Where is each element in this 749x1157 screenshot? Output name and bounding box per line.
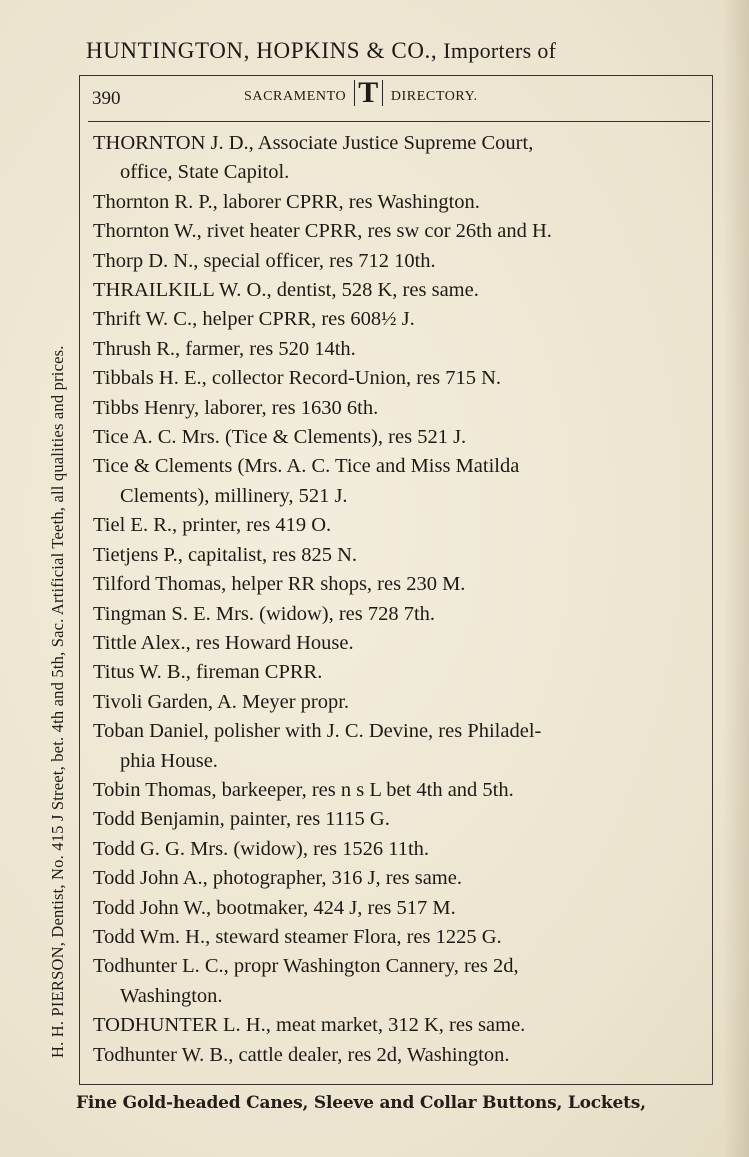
section-letter: T xyxy=(354,80,383,106)
directory-entry xyxy=(93,629,705,658)
directory-entry xyxy=(93,835,705,864)
directory-entry xyxy=(93,688,705,717)
entry-line: Thorp D. N., special officer, res 712 10th. xyxy=(93,249,436,272)
entry-continuation: Washington. xyxy=(120,984,223,1007)
running-head xyxy=(86,38,726,64)
directory-entry xyxy=(93,423,705,452)
directory-entry xyxy=(93,335,705,364)
entry-line: Tivoli Garden, A. Meyer propr. xyxy=(93,690,350,713)
directory-entry xyxy=(93,923,705,952)
directory-title-right: DIRECTORY. xyxy=(390,89,478,104)
running-head-tail: Importers of xyxy=(443,38,557,63)
directory-entry xyxy=(93,217,705,246)
directory-entry xyxy=(93,717,705,776)
directory-entry xyxy=(93,952,705,1011)
entry-line: THORNTON J. D., Associate Justice Supreme Court, xyxy=(93,132,534,154)
entry-line: Thrift W. C., helper CPRR, res 608½ J. xyxy=(93,308,415,331)
entry-line: Todhunter L. C., propr Washington Cannery, res 2d, xyxy=(93,955,519,978)
entry-line: Toban Daniel, polisher with J. C. Devine, res Philadel- xyxy=(93,720,542,743)
entry-line: Tilford Thomas, helper RR shops, res 230 M. xyxy=(93,573,466,596)
page-number: 390 xyxy=(92,88,121,109)
entry-line: Titus W. B., fireman CPRR. xyxy=(93,661,323,684)
directory-entry xyxy=(93,541,705,570)
entry-line: Tice A. C. Mrs. (Tice & Clements), res 521 J. xyxy=(93,426,467,449)
directory-entry xyxy=(93,776,705,805)
directory-entry xyxy=(93,805,705,834)
entry-line: Tibbals H. E., collector Record-Union, res 715 N. xyxy=(93,367,502,390)
entry-continuation: phia House. xyxy=(120,749,218,772)
page-header xyxy=(92,76,707,114)
entry-line: Todhunter W. B., cattle dealer, res 2d, Washington. xyxy=(93,1043,510,1066)
entry-continuation: Clements), millinery, 521 J. xyxy=(120,484,348,507)
entry-line: THRAILKILL W. O., dentist, 528 K, res same. xyxy=(93,279,479,302)
entry-line: TODHUNTER L. H., meat market, 312 K, res same. xyxy=(93,1014,526,1037)
directory-entry xyxy=(93,1011,705,1040)
entry-line: Tibbs Henry, laborer, res 1630 6th. xyxy=(93,396,379,419)
directory-entry xyxy=(93,247,705,276)
directory-entries xyxy=(93,129,705,1070)
directory-entry xyxy=(93,864,705,893)
footer-advertisement: Fine Gold-headed Canes, Sleeve and Collar Buttons, Lockets, xyxy=(76,1093,646,1113)
entry-line: Thrush R., farmer, res 520 14th. xyxy=(93,337,356,360)
entry-line: Tingman S. E. Mrs. (widow), res 728 7th. xyxy=(93,602,436,625)
directory-entry xyxy=(93,658,705,687)
directory-entry xyxy=(93,600,705,629)
directory-entry xyxy=(93,570,705,599)
entry-line: Tittle Alex., res Howard House. xyxy=(93,631,354,654)
directory-title xyxy=(244,76,478,109)
directory-entry xyxy=(93,894,705,923)
directory-title-left: SACRAMENTO xyxy=(244,89,347,104)
entry-line: Todd John A., photographer, 316 J, res same. xyxy=(93,867,462,890)
entry-line: Todd G. G. Mrs. (widow), res 1526 11th. xyxy=(93,837,430,860)
directory-entry xyxy=(93,129,705,188)
directory-entry xyxy=(93,188,705,217)
page-edge-shadow xyxy=(723,0,749,1157)
entry-line: Todd Wm. H., steward steamer Flora, res 1225 G. xyxy=(93,925,502,948)
running-head-company: HUNTINGTON, HOPKINS & CO., xyxy=(86,38,438,63)
entry-line: Tietjens P., capitalist, res 825 N. xyxy=(93,543,358,566)
directory-entry xyxy=(93,305,705,334)
directory-entry xyxy=(93,452,705,511)
directory-entry xyxy=(93,394,705,423)
directory-entry xyxy=(93,1041,705,1070)
entry-line: Tobin Thomas, barkeeper, res n s L bet 4th and 5th. xyxy=(93,778,514,801)
directory-entry xyxy=(93,364,705,393)
entry-continuation: office, State Capitol. xyxy=(120,161,290,184)
directory-entry xyxy=(93,276,705,305)
entry-line: Todd John W., bootmaker, 424 J, res 517 M. xyxy=(93,896,456,919)
directory-entry xyxy=(93,511,705,540)
entry-line: Thornton W., rivet heater CPRR, res sw cor 26th and H. xyxy=(93,220,552,243)
entry-line: Tiel E. R., printer, res 419 O. xyxy=(93,514,332,537)
entry-line: Tice & Clements (Mrs. A. C. Tice and Miss Matilda xyxy=(93,455,520,478)
header-rule xyxy=(88,121,710,122)
side-advertisement: H. H. PIERSON, Dentist, No. 415 J Street, bet. 4th and 5th, Sac. Artificial Teeth, all qualities and prices. xyxy=(48,345,67,1058)
entry-line: Thornton R. P., laborer CPRR, res Washington. xyxy=(93,190,480,213)
entry-line: Todd Benjamin, painter, res 1115 G. xyxy=(93,808,390,831)
